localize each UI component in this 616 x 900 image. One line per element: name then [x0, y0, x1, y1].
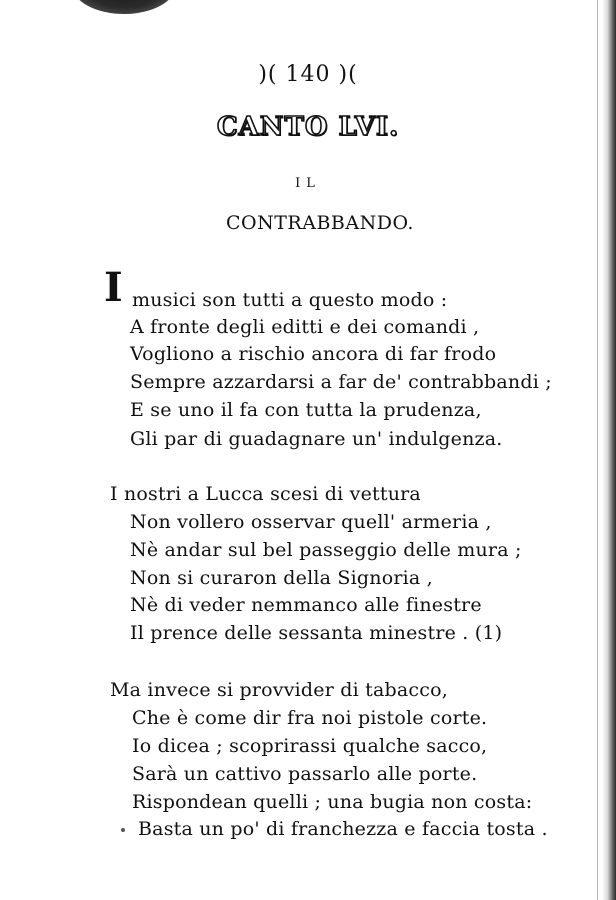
verse-line: Basta un po' di franchezza e faccia tosta . [138, 818, 548, 840]
verse-line: Sempre azzardarsi a far de' contrabbandi ; [130, 371, 552, 393]
verse-line: Vogliono a rischio ancora di far frodo [130, 343, 497, 365]
verse-line: Io dicea ; scoprirassi qualche sacco, [132, 735, 488, 757]
verse-line: musici son tutti a questo modo : [132, 289, 448, 311]
verse-line: A fronte degli editti e dei comandi , [130, 316, 480, 338]
verse-line: Sarà un cattivo passarlo alle porte. [132, 763, 478, 785]
poem-subtitle: CONTRABBANDO. [226, 212, 414, 234]
verse-line: I nostri a Lucca scesi di vettura [110, 483, 421, 505]
verse-line: Nè andar sul bel passeggio delle mura ; [130, 539, 522, 561]
drop-cap: I [104, 264, 123, 311]
verse-line: E se uno il fa con tutta la prudenza, [130, 399, 482, 421]
verse-line: Il prence delle sessanta minestre . (1) [130, 622, 503, 644]
page-number: )( 140 )( [258, 62, 358, 87]
ink-speck [121, 828, 125, 832]
verse-line: Rispondean quelli ; una bugia non costa: [132, 791, 533, 813]
verse-line: Nè di veder nemmanco alle finestre [130, 594, 482, 616]
scan-smudge [72, 0, 176, 14]
verse-line: Che è come dir fra noi pistole corte. [132, 707, 488, 729]
verse-line: Non si curaron della Signoria , [130, 567, 433, 589]
canto-title: CANTO LVI. [216, 112, 400, 142]
verse-line: Non vollero osservar quell' armeria , [130, 511, 492, 533]
verse-line: Gli par di guadagnare un' indulgenza. [130, 428, 503, 450]
title-article: IL [295, 176, 321, 191]
verse-line: Ma invece si provvider di tabacco, [110, 679, 448, 701]
